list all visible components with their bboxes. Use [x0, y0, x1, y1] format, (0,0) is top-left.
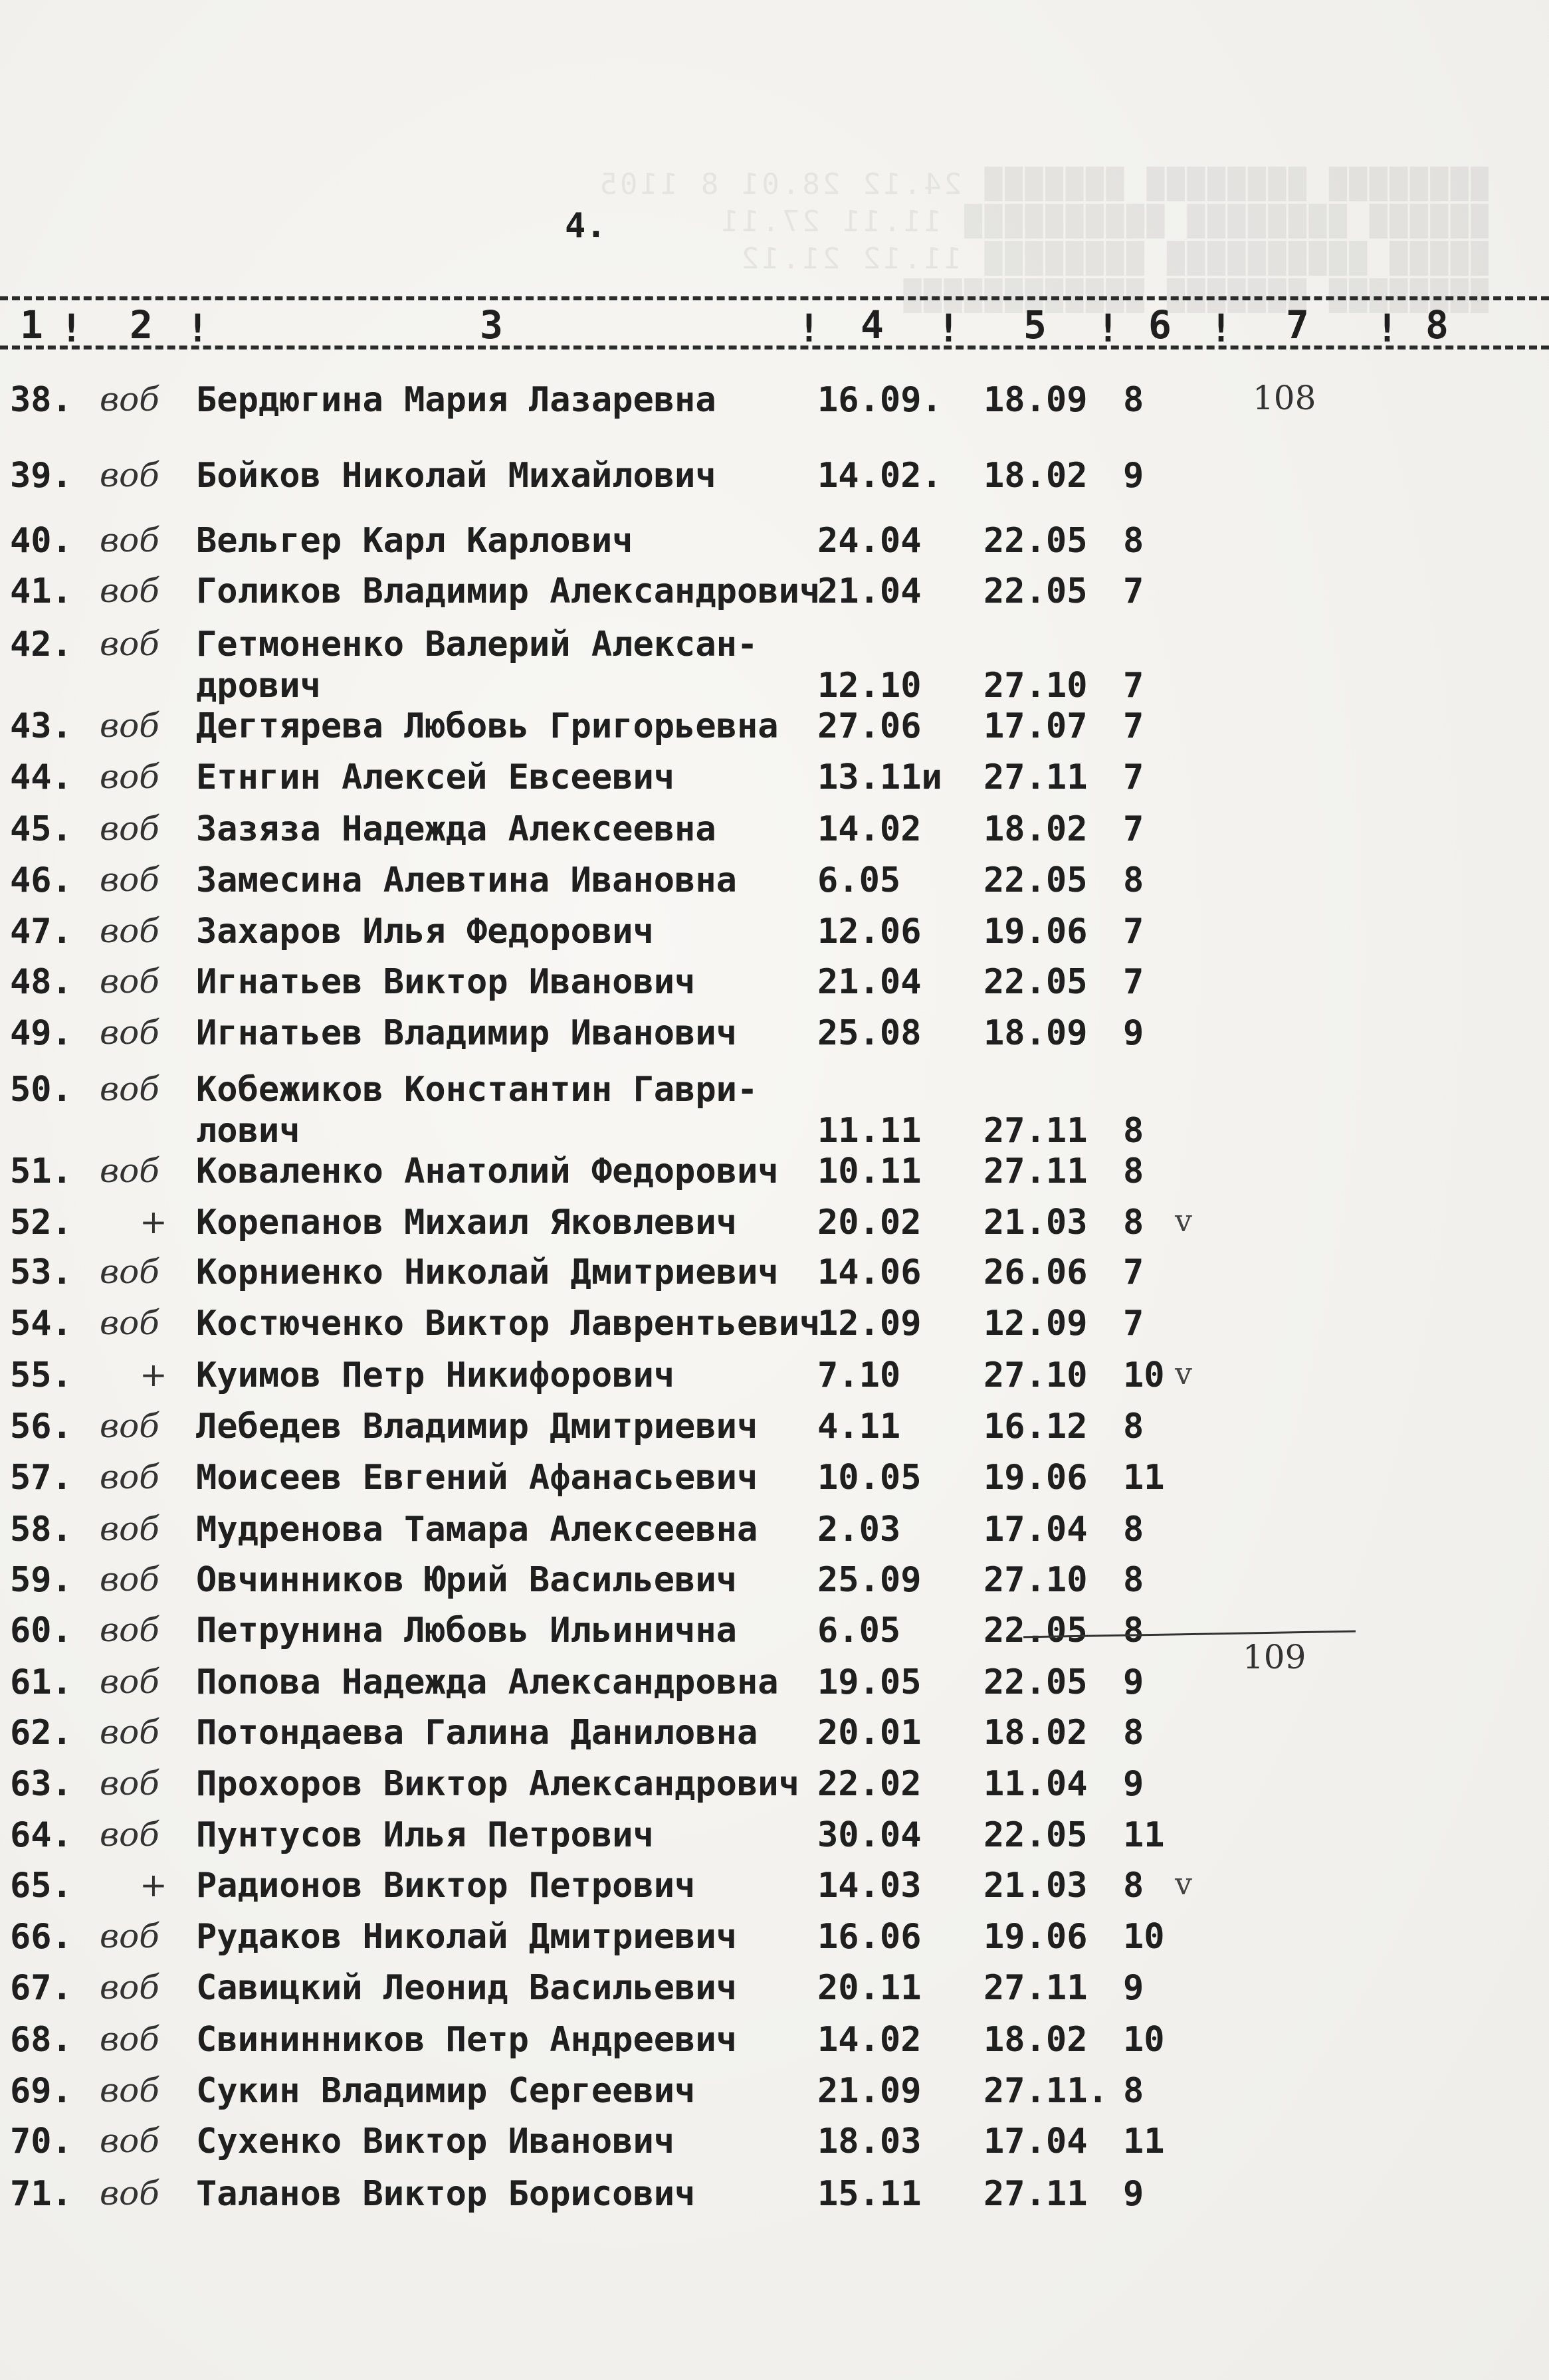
person-name: Пунтусов Илья Петрович — [196, 1815, 654, 1855]
person-name: Потондаева Галина Даниловна — [196, 1713, 758, 1753]
column-header-8: 8 — [1425, 302, 1449, 347]
row-number: 71. — [10, 2174, 72, 2214]
table-row — [0, 706, 1549, 746]
handwritten-annotation: 108 — [1253, 379, 1316, 417]
column-header-6: 6 — [1148, 302, 1172, 347]
handwritten-mark: воб — [100, 1815, 159, 1854]
handwritten-mark: воб — [100, 2020, 159, 2058]
start-date: 19.05 — [817, 1662, 922, 1702]
end-date: 18.09 — [983, 1013, 1088, 1053]
handwritten-mark: воб — [100, 1968, 159, 2007]
person-name: Свининников Петр Андреевич — [196, 2020, 737, 2060]
row-number: 67. — [10, 1968, 72, 2008]
count-value: 9 — [1123, 1968, 1144, 2008]
column-header-5: 5 — [1023, 302, 1047, 347]
person-name-continuation: дрович — [196, 666, 321, 706]
person-name: Лебедев Владимир Дмитриевич — [196, 1407, 758, 1446]
table-row — [0, 521, 1549, 561]
start-date: 14.02. — [817, 456, 942, 496]
end-date: 17.07 — [983, 706, 1088, 746]
row-number: 59. — [10, 1560, 72, 1600]
table-row — [0, 757, 1549, 797]
end-date: 27.11. — [983, 2071, 1108, 2111]
handwritten-mark: воб — [100, 2174, 159, 2213]
end-date: 27.11 — [983, 2174, 1088, 2214]
count-value: 8 — [1123, 1151, 1144, 1191]
start-date: 12.06 — [817, 912, 922, 951]
table-row — [0, 1713, 1549, 1753]
column-header-4: 4 — [861, 302, 884, 347]
person-name: Игнатьев Владимир Иванович — [196, 1013, 737, 1053]
table-row — [0, 1560, 1549, 1600]
table-row — [0, 1203, 1549, 1242]
start-date: 25.08 — [817, 1013, 922, 1053]
handwritten-mark: воб — [100, 2122, 159, 2160]
row-number: 40. — [10, 521, 72, 561]
handwritten-mark: воб — [100, 860, 159, 899]
table-row — [0, 809, 1549, 849]
end-date: 22.05 — [983, 571, 1088, 611]
row-number: 69. — [10, 2071, 72, 2111]
table-row — [0, 1510, 1549, 1549]
table-row — [0, 1407, 1549, 1446]
person-name-continuation: лович — [196, 1111, 300, 1151]
end-date: 27.11 — [983, 1968, 1088, 2008]
row-number: 57. — [10, 1458, 72, 1498]
count-value: 8 — [1123, 1713, 1144, 1753]
count-value: 8 — [1123, 1866, 1144, 1906]
end-date: 19.06 — [983, 912, 1088, 951]
row-number: 53. — [10, 1252, 72, 1292]
count-value: 9 — [1123, 1662, 1144, 1702]
person-name: Гетмоненко Валерий Алексан- — [196, 625, 758, 664]
count-value: 8 — [1123, 521, 1144, 561]
person-name: Бойков Николай Михайлович — [196, 456, 716, 496]
end-date: 27.11 — [983, 1111, 1088, 1151]
end-date: 22.05 — [983, 962, 1088, 1002]
count-value: 8 — [1123, 1560, 1144, 1600]
person-name: Вельгер Карл Карлович — [196, 521, 633, 561]
handwritten-mark: воб — [100, 962, 159, 1001]
row-number: 45. — [10, 809, 72, 849]
row-number: 70. — [10, 2122, 72, 2161]
row-number: 42. — [10, 625, 72, 664]
column-header-3: 3 — [480, 302, 503, 347]
row-number: 63. — [10, 1764, 72, 1804]
end-date: 26.06 — [983, 1252, 1088, 1292]
row-number: 51. — [10, 1151, 72, 1191]
header-separator: ! — [1209, 306, 1233, 351]
start-date: 10.11 — [817, 1151, 922, 1191]
table-row — [0, 2122, 1549, 2161]
end-date: 22.05 — [983, 1611, 1088, 1650]
start-date: 12.09 — [817, 1304, 922, 1343]
handwritten-mark: воб — [100, 1151, 159, 1190]
table-row — [0, 1355, 1549, 1395]
person-name: Дегтярева Любовь Григорьевна — [196, 706, 779, 746]
end-date: 18.02 — [983, 1713, 1088, 1753]
row-number: 39. — [10, 456, 72, 496]
count-value: 7 — [1123, 571, 1144, 611]
handwritten-mark: воб — [100, 1662, 159, 1701]
header-top-rule — [0, 296, 1549, 300]
table-row — [0, 456, 1549, 496]
start-date: 21.04 — [817, 962, 922, 1002]
check-mark: v — [1175, 1355, 1192, 1391]
start-date: 7.10 — [817, 1355, 901, 1395]
start-date: 20.01 — [817, 1713, 922, 1753]
count-value: 11 — [1123, 2122, 1165, 2161]
count-value: 10 — [1123, 2020, 1165, 2060]
count-value: 9 — [1123, 2174, 1144, 2214]
handwritten-mark: воб — [100, 380, 159, 419]
start-date: 21.09 — [817, 2071, 922, 2111]
start-date: 27.06 — [817, 706, 922, 746]
person-name: Зазяза Надежда Алексеевна — [196, 809, 716, 849]
handwritten-mark: воб — [100, 809, 159, 848]
table-row — [0, 1662, 1549, 1702]
start-date: 16.06 — [817, 1917, 922, 1957]
person-name: Костюченко Виктор Лаврентьевич — [196, 1304, 821, 1343]
start-date: 14.03 — [817, 1866, 922, 1906]
end-date: 22.05 — [983, 1662, 1088, 1702]
count-value: 10 — [1123, 1355, 1165, 1395]
person-name: Сухенко Виктор Иванович — [196, 2122, 675, 2161]
count-value: 8 — [1123, 2071, 1144, 2111]
end-date: 17.04 — [983, 1510, 1088, 1549]
row-number: 64. — [10, 1815, 72, 1855]
handwritten-mark: воб — [100, 706, 159, 745]
person-name: Мудренова Тамара Алексеевна — [196, 1510, 758, 1549]
handwritten-mark: воб — [100, 1407, 159, 1445]
start-date: 14.02 — [817, 809, 922, 849]
count-value: 8 — [1123, 1111, 1144, 1151]
end-date: 17.04 — [983, 2122, 1088, 2161]
start-date: 21.04 — [817, 571, 922, 611]
handwritten-mark: воб — [100, 757, 159, 796]
person-name: Захаров Илья Федорович — [196, 912, 654, 951]
start-date: 22.02 — [817, 1764, 922, 1804]
count-value: 7 — [1123, 809, 1144, 849]
end-date: 27.10 — [983, 1560, 1088, 1600]
person-name: Корниенко Николай Дмитриевич — [196, 1252, 779, 1292]
person-name: Моисеев Евгений Афанасьевич — [196, 1458, 758, 1498]
start-date: 16.09. — [817, 380, 942, 420]
handwritten-mark: + — [140, 1866, 167, 1904]
end-date: 11.04 — [983, 1764, 1088, 1804]
row-number: 61. — [10, 1662, 72, 1702]
end-date: 27.10 — [983, 1355, 1088, 1395]
count-value: 7 — [1123, 757, 1144, 797]
count-value: 8 — [1123, 1611, 1144, 1650]
count-value: 11 — [1123, 1458, 1165, 1498]
table-row — [0, 1013, 1549, 1053]
start-date: 12.10 — [817, 666, 922, 706]
table-row — [0, 1815, 1549, 1855]
count-value: 7 — [1123, 1252, 1144, 1292]
person-name: Игнатьев Виктор Иванович — [196, 962, 696, 1002]
table-row — [0, 962, 1549, 1002]
start-date: 20.02 — [817, 1203, 922, 1242]
end-date: 27.11 — [983, 757, 1088, 797]
handwritten-mark: воб — [100, 1510, 159, 1548]
person-name: Корепанов Михаил Яковлевич — [196, 1203, 737, 1242]
start-date: 6.05 — [817, 1611, 901, 1650]
row-number: 62. — [10, 1713, 72, 1753]
table-row — [0, 1304, 1549, 1343]
count-value: 7 — [1123, 706, 1144, 746]
row-number: 38. — [10, 380, 72, 420]
handwritten-mark: воб — [100, 1917, 159, 1955]
table-row — [0, 2071, 1549, 2111]
handwritten-mark: + — [140, 1355, 167, 1394]
handwritten-mark: воб — [100, 521, 159, 559]
count-value: 8 — [1123, 1203, 1144, 1242]
row-number: 41. — [10, 571, 72, 611]
person-name: Куимов Петр Никифорович — [196, 1355, 675, 1395]
person-name: Попова Надежда Александровна — [196, 1662, 779, 1702]
table-row — [0, 1968, 1549, 2008]
table-row — [0, 625, 1549, 706]
count-value: 7 — [1123, 1304, 1144, 1343]
row-number: 47. — [10, 912, 72, 951]
handwritten-mark: воб — [100, 625, 159, 663]
row-number: 43. — [10, 706, 72, 746]
table-row — [0, 380, 1549, 420]
handwritten-mark: воб — [100, 1611, 159, 1649]
person-name: Голиков Владимир Александрович — [196, 571, 821, 611]
table-row — [0, 1917, 1549, 1957]
end-date: 18.09 — [983, 380, 1088, 420]
handwritten-mark: + — [140, 1203, 167, 1241]
table-row — [0, 1252, 1549, 1292]
row-number: 60. — [10, 1611, 72, 1650]
handwritten-mark: воб — [100, 1764, 159, 1803]
start-date: 20.11 — [817, 1968, 922, 2008]
row-number: 58. — [10, 1510, 72, 1549]
end-date: 18.02 — [983, 2020, 1088, 2060]
table-row — [0, 2020, 1549, 2060]
end-date: 21.03 — [983, 1203, 1088, 1242]
row-number: 50. — [10, 1070, 72, 1110]
table-row — [0, 1866, 1549, 1906]
count-value: 7 — [1123, 962, 1144, 1002]
table-row — [0, 1070, 1549, 1151]
row-number: 68. — [10, 2020, 72, 2060]
header-separator: ! — [60, 306, 83, 351]
person-name: Радионов Виктор Петрович — [196, 1866, 696, 1906]
person-name: Петрунина Любовь Ильинична — [196, 1611, 737, 1650]
row-number: 48. — [10, 962, 72, 1002]
table-row — [0, 912, 1549, 951]
row-number: 49. — [10, 1013, 72, 1053]
column-header-1: 1 — [20, 302, 43, 347]
handwritten-mark: воб — [100, 1458, 159, 1496]
start-date: 25.09 — [817, 1560, 922, 1600]
header-separator: ! — [1376, 306, 1399, 351]
handwritten-mark: воб — [100, 1560, 159, 1599]
end-date: 21.03 — [983, 1866, 1088, 1906]
check-mark: v — [1175, 1203, 1192, 1239]
header-bottom-rule — [0, 346, 1549, 349]
end-date: 19.06 — [983, 1458, 1088, 1498]
person-name: Кобежиков Константин Гаври- — [196, 1070, 758, 1110]
header-separator: ! — [1096, 306, 1120, 351]
count-value: 8 — [1123, 380, 1144, 420]
header-separator: ! — [937, 306, 960, 351]
row-number: 55. — [10, 1355, 72, 1395]
row-number: 66. — [10, 1917, 72, 1957]
table-row — [0, 1764, 1549, 1804]
handwritten-mark: воб — [100, 1070, 159, 1108]
end-date: 19.06 — [983, 1917, 1088, 1957]
person-name: Сукин Владимир Сергеевич — [196, 2071, 696, 2111]
count-value: 9 — [1123, 1013, 1144, 1053]
end-date: 22.05 — [983, 521, 1088, 561]
check-mark: v — [1175, 1866, 1192, 1902]
count-value: 11 — [1123, 1815, 1165, 1855]
person-name: Бердюгина Мария Лазаревна — [196, 380, 716, 420]
count-value: 10 — [1123, 1917, 1165, 1957]
column-header-7: 7 — [1286, 302, 1309, 347]
end-date: 18.02 — [983, 456, 1088, 496]
end-date: 16.12 — [983, 1407, 1088, 1446]
start-date: 4.11 — [817, 1407, 901, 1446]
count-value: 7 — [1123, 666, 1144, 706]
start-date: 30.04 — [817, 1815, 922, 1855]
start-date: 6.05 — [817, 860, 901, 900]
person-name: Коваленко Анатолий Федорович — [196, 1151, 779, 1191]
person-name: Овчинников Юрий Васильевич — [196, 1560, 737, 1600]
count-value: 8 — [1123, 860, 1144, 900]
handwritten-mark: воб — [100, 1252, 159, 1291]
handwritten-mark: воб — [100, 1304, 159, 1342]
row-number: 54. — [10, 1304, 72, 1343]
person-name: Таланов Виктор Борисович — [196, 2174, 696, 2214]
person-name: Етнгин Алексей Евсеевич — [196, 757, 675, 797]
end-date: 12.09 — [983, 1304, 1088, 1343]
start-date: 2.03 — [817, 1510, 901, 1549]
page-number: 4. — [565, 206, 607, 246]
table-row — [0, 1151, 1549, 1191]
start-date: 11.11 — [817, 1111, 922, 1151]
row-number: 44. — [10, 757, 72, 797]
person-name: Савицкий Леонид Васильевич — [196, 1968, 737, 2008]
start-date: 24.04 — [817, 521, 922, 561]
person-name: Замесина Алевтина Ивановна — [196, 860, 737, 900]
header-separator: ! — [186, 306, 209, 351]
handwritten-mark: воб — [100, 571, 159, 610]
header-separator: ! — [797, 306, 821, 351]
bleed-through-text: ████████ ████████ ███████ 24.12 28.01 8 1105 ██████ ████████ ██████████ 11.11 27.11 █████ ██████████ ████████ 11.12 21.12 ████████ ███████ ████████████ — [597, 167, 1489, 313]
row-number: 52. — [10, 1203, 72, 1242]
handwritten-mark: воб — [100, 912, 159, 950]
table-row — [0, 860, 1549, 900]
count-value: 8 — [1123, 1407, 1144, 1446]
end-date: 27.11 — [983, 1151, 1088, 1191]
table-row — [0, 1458, 1549, 1498]
start-date: 10.05 — [817, 1458, 922, 1498]
table-row — [0, 571, 1549, 611]
start-date: 14.06 — [817, 1252, 922, 1292]
handwritten-mark: воб — [100, 1013, 159, 1052]
handwritten-mark: воб — [100, 2071, 159, 2110]
handwritten-annotation: 109 — [1243, 1638, 1306, 1676]
end-date: 22.05 — [983, 860, 1088, 900]
end-date: 18.02 — [983, 809, 1088, 849]
person-name: Рудаков Николай Дмитриевич — [196, 1917, 737, 1957]
count-value: 7 — [1123, 912, 1144, 951]
count-value: 9 — [1123, 456, 1144, 496]
start-date: 18.03 — [817, 2122, 922, 2161]
table-row — [0, 2174, 1549, 2214]
handwritten-mark: воб — [100, 1713, 159, 1751]
row-number: 65. — [10, 1866, 72, 1906]
start-date: 15.11 — [817, 2174, 922, 2214]
column-header-2: 2 — [130, 302, 153, 347]
handwritten-mark: воб — [100, 456, 159, 494]
count-value: 8 — [1123, 1510, 1144, 1549]
count-value: 9 — [1123, 1764, 1144, 1804]
row-number: 46. — [10, 860, 72, 900]
row-number: 56. — [10, 1407, 72, 1446]
end-date: 22.05 — [983, 1815, 1088, 1855]
person-name: Прохоров Виктор Александрович — [196, 1764, 799, 1804]
end-date: 27.10 — [983, 666, 1088, 706]
start-date: 13.11и — [817, 757, 942, 797]
start-date: 14.02 — [817, 2020, 922, 2060]
